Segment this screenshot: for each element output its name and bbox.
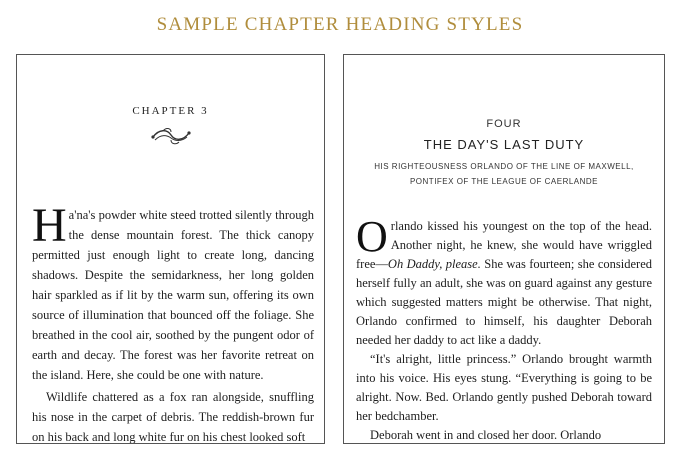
subtitle-line: PONTIFEX OF THE LEAGUE OF CAERLANDE (409, 177, 599, 186)
chapter-body-text (356, 212, 652, 444)
sample-page-left (16, 54, 325, 444)
paragraph: Wildlife chattered as a fox ran alongside, snuffling his nose in the carpet of debris. The reddish-brown fur on his back and long white fur on his chest looked soft (32, 390, 314, 444)
paragraph-text: a'na's powder white steed trotted silently through the dense mountain forest. The thick canopy permitted just enough light to create long, dancing shadows. Despite the semidarkness, her long golden hair sparkled as if lit by the warm sun, offering its own source of illumination that bounced off the foliage. She breathed in the cool air, soothed by the pungent odor of earth and decay. The forest was her favorite retreat on the island. Here, she could be one with nature. (32, 208, 314, 382)
italic-text: Oh Daddy, please. (387, 257, 481, 271)
sample-page-right (343, 54, 665, 444)
flourish-ornament-icon (149, 125, 193, 147)
chapter-label: CHAPTER 3 (132, 105, 209, 117)
drop-cap: O (356, 212, 388, 261)
subtitle-line: HIS RIGHTEOUSNESS ORLANDO OF THE LINE OF MAXWELL, (374, 162, 634, 171)
chapter-number: FOUR (486, 118, 522, 130)
paragraph: Deborah went in and closed her door. Orlando (370, 428, 602, 442)
page-banner-title: SAMPLE CHAPTER HEADING STYLES (156, 14, 524, 35)
paragraph (32, 199, 314, 385)
paragraph: “It's alright, little princess.” Orlando brought warmth into his voice. His eyes stung. “Everything is going to be alright. Now. Bed. Orlando gently pushed Deborah toward her bedchamber. (356, 352, 652, 423)
paragraph-text: She was fourteen; she considered herself fully an adult, she was on guard against any gesture which suggested matters might be otherwise. That night, Orlando confirmed to himself, his daughter Deborah needed her daddy to act like a daddy. (356, 257, 652, 347)
chapter-subtitle (344, 159, 664, 189)
paragraph-text: rlando kissed his youngest on the top of the head. Another night, he knew, she would have wriggled free— (356, 219, 652, 271)
paragraph (356, 212, 652, 350)
chapter-title: THE DAY'S LAST DUTY (423, 137, 585, 152)
drop-cap: H (32, 199, 67, 252)
chapter-body-text (32, 199, 314, 444)
